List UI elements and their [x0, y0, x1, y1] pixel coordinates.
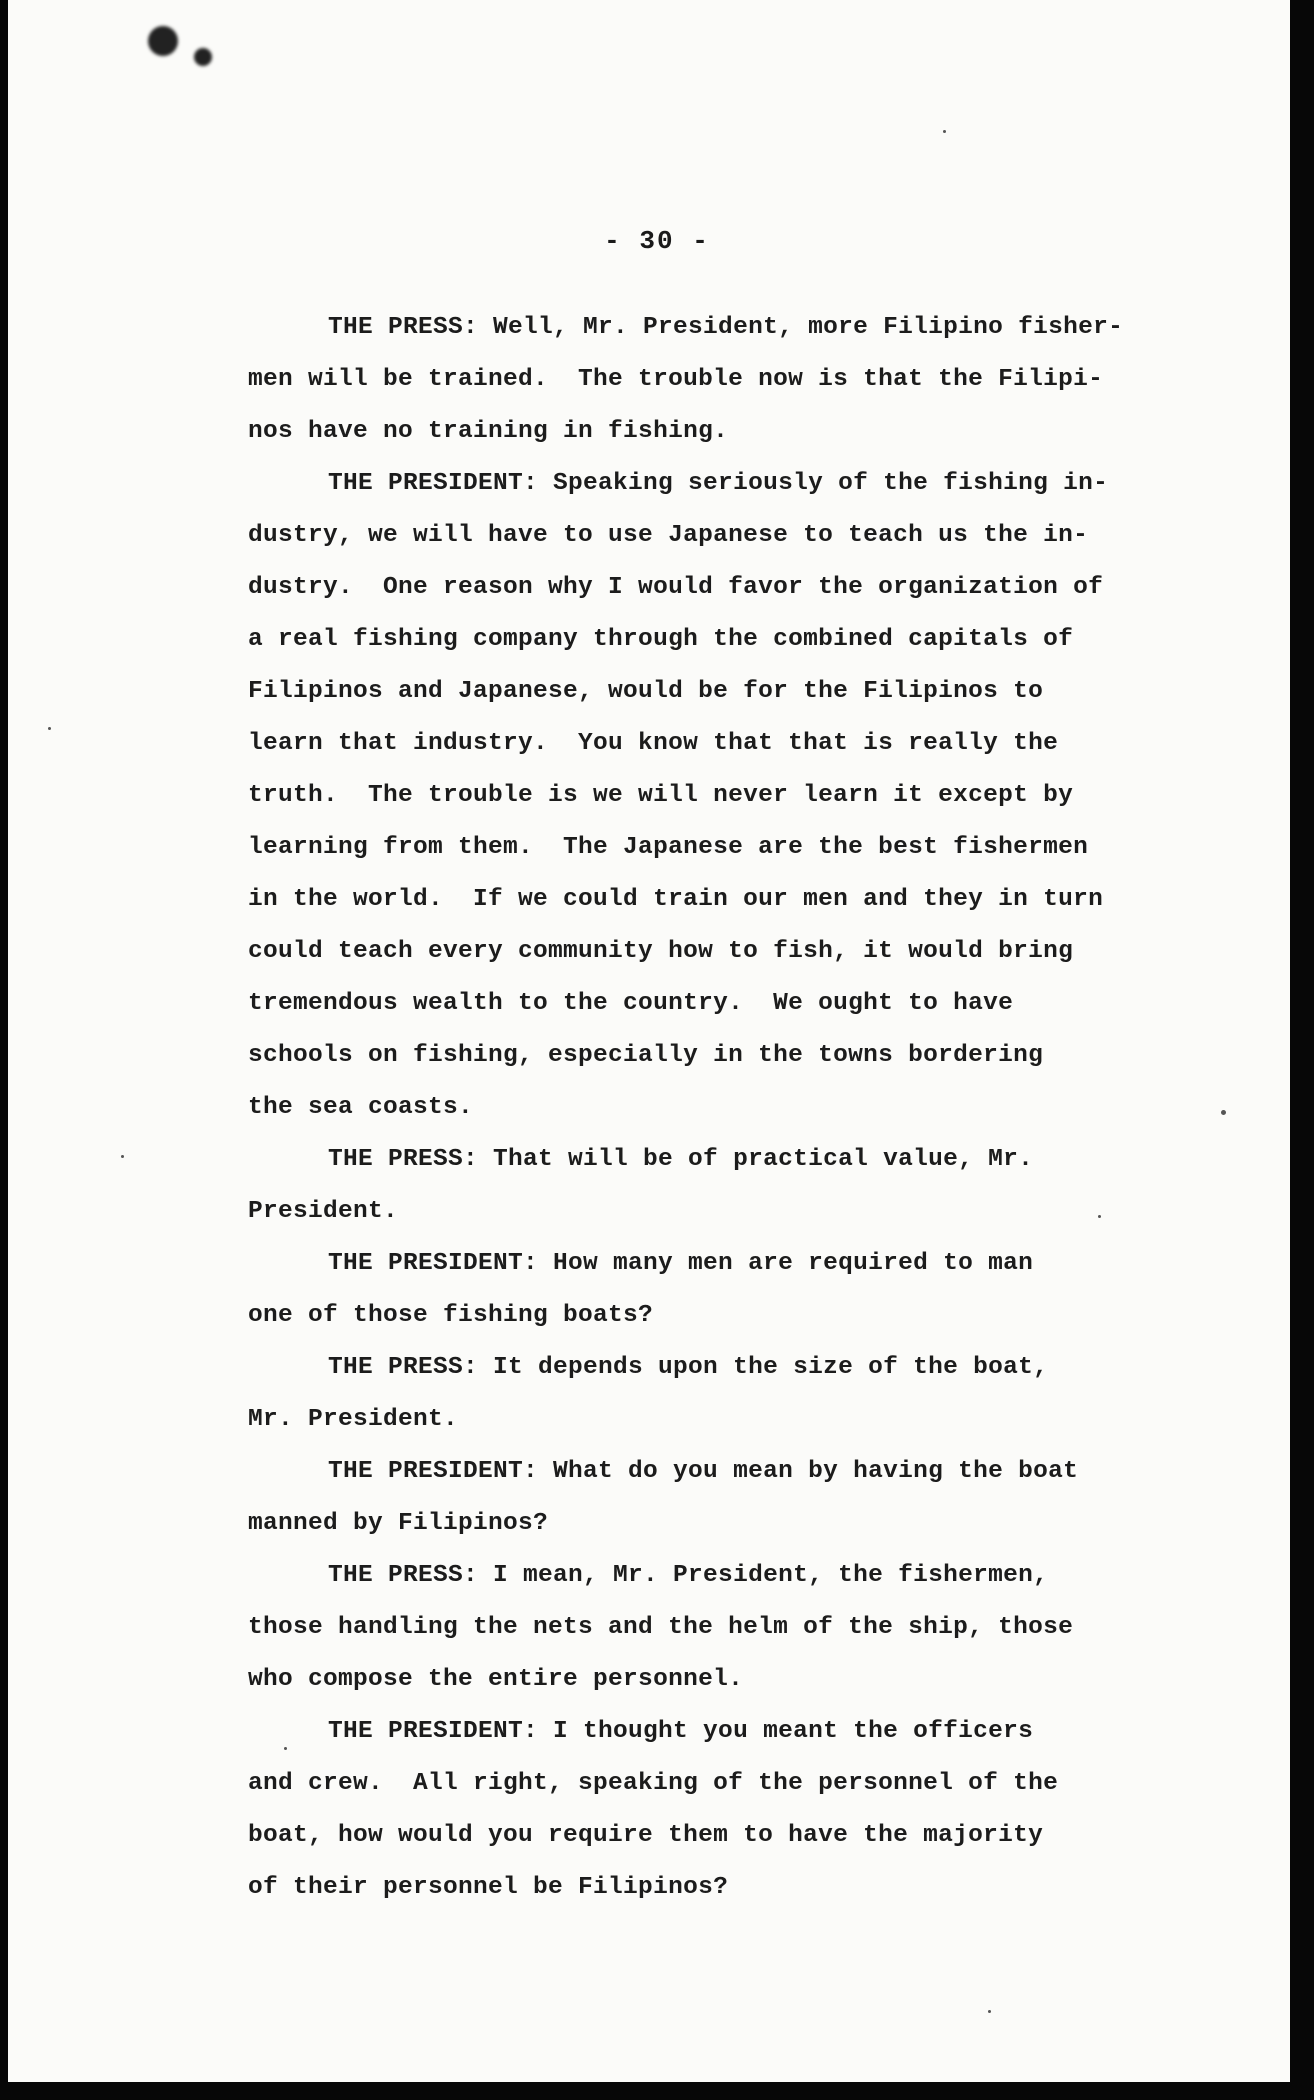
text-line: THE PRESIDENT: Speaking seriously of the fishing in- [328, 470, 1109, 497]
text-line: Filipinos and Japanese, would be for the Filipinos to [248, 678, 1044, 705]
dust-speck [121, 1155, 124, 1158]
text-line: THE PRESIDENT: What do you mean by having the boat [328, 1458, 1079, 1485]
text-line: nos have no training in fishing. [248, 418, 729, 445]
text-line: President. [248, 1198, 399, 1225]
text-line: learn that industry. You know that that is really the [248, 730, 1059, 757]
page-number-value: 30 [639, 226, 675, 256]
text-line: manned by Filipinos? [248, 1510, 549, 1537]
page-number: - 30 - [604, 226, 710, 256]
text-line: THE PRESS: That will be of practical value, Mr. [328, 1146, 1034, 1173]
text-line: Mr. President. [248, 1406, 459, 1433]
dust-speck [1221, 1110, 1226, 1115]
text-line: learning from them. The Japanese are the best fishermen [248, 834, 1089, 861]
dust-speck [943, 130, 946, 133]
text-line: boat, how would you require them to have the majority [248, 1822, 1044, 1849]
text-line: THE PRESIDENT: I thought you meant the officers [328, 1718, 1034, 1745]
text-line: those handling the nets and the helm of the ship, those [248, 1614, 1074, 1641]
text-line: could teach every community how to fish, it would bring [248, 938, 1074, 965]
text-line: in the world. If we could train our men and they in turn [248, 886, 1104, 913]
text-line: who compose the entire personnel. [248, 1666, 744, 1693]
transcript-body [248, 302, 1178, 1914]
text-line: and crew. All right, speaking of the personnel of the [248, 1770, 1059, 1797]
text-line: a real fishing company through the combined capitals of [248, 626, 1074, 653]
dust-speck [988, 2010, 991, 2013]
text-line: THE PRESIDENT: How many men are required to man [328, 1250, 1034, 1277]
dust-speck [48, 727, 51, 730]
text-line: truth. The trouble is we will never learn it except by [248, 782, 1074, 809]
text-line: the sea coasts. [248, 1094, 474, 1121]
text-line: dustry. One reason why I would favor the organization of [248, 574, 1104, 601]
text-line: one of those fishing boats? [248, 1302, 654, 1329]
text-line: tremendous wealth to the country. We ought to have [248, 990, 1014, 1017]
text-line: of their personnel be Filipinos? [248, 1874, 729, 1901]
ink-blot-mark [148, 26, 178, 56]
text-line: THE PRESS: It depends upon the size of the boat, [328, 1354, 1049, 1381]
text-line: schools on fishing, especially in the towns bordering [248, 1042, 1044, 1069]
text-line: THE PRESS: Well, Mr. President, more Filipino fisher- [328, 314, 1124, 341]
text-line: THE PRESS: I mean, Mr. President, the fishermen, [328, 1562, 1049, 1589]
ink-blot-mark-small [194, 48, 212, 66]
text-line: dustry, we will have to use Japanese to teach us the in- [248, 522, 1089, 549]
text-line: men will be trained. The trouble now is that the Filipi- [248, 366, 1104, 393]
